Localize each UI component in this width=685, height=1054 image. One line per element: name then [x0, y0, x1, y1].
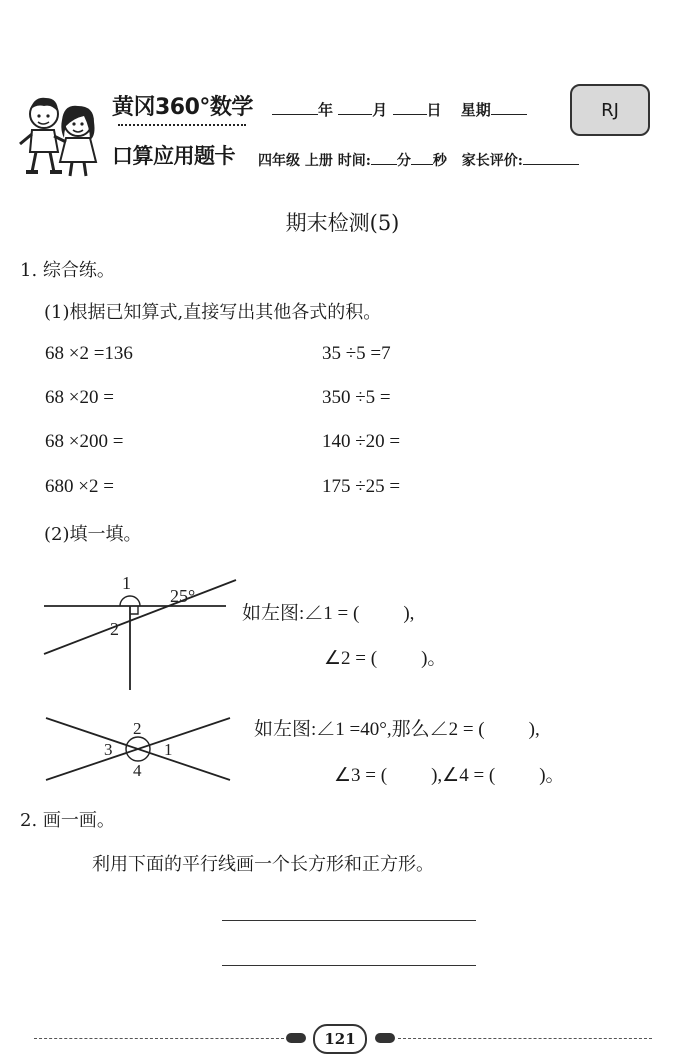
- fig2-line1-close: ),: [528, 719, 540, 740]
- grade-info: 四年级 上册 时间:: [258, 153, 371, 169]
- fig2-label-3: 3: [104, 740, 113, 759]
- weekday-blank[interactable]: [491, 100, 527, 115]
- fig1-prompt-prefix: 如左图:: [242, 603, 305, 624]
- left-equation-1: 68 ×2 =136: [45, 343, 133, 364]
- fig1-angle2-label: ∠2 = (: [324, 648, 378, 669]
- second-blank[interactable]: [411, 150, 433, 165]
- brand-subtitle: 口算应用题卡: [112, 144, 235, 168]
- fig1-slanted-line: [44, 580, 236, 654]
- fig1-right-angle-mark: [130, 606, 138, 614]
- year-blank[interactable]: [272, 100, 318, 115]
- fig2-angle3-label: ∠3 = (: [334, 765, 388, 786]
- page-number: 121: [313, 1024, 367, 1054]
- fig1-angle1-close: ),: [403, 603, 415, 624]
- footer-ornament-left: [286, 1033, 306, 1043]
- fig1-label-1: 1: [122, 573, 131, 593]
- fig1-angle-label: 25°: [170, 586, 196, 606]
- day-label: 日: [426, 101, 442, 119]
- parallel-line-top[interactable]: [222, 920, 476, 921]
- fig2-line1-text: ∠1 =40°,那么∠2 = (: [316, 719, 485, 740]
- q1-part1-heading: (1)根据已知算式,直接写出其他各式的积。: [44, 302, 382, 323]
- month-blank[interactable]: [338, 100, 372, 115]
- page-title: 期末检测(5): [285, 211, 400, 235]
- angle-figure-2: [40, 710, 240, 790]
- fig1-angle2-close: )。: [421, 648, 447, 669]
- right-equation-1: 35 ÷5 =7: [322, 343, 391, 364]
- left-equation-4: 680 ×2 =: [45, 476, 114, 497]
- left-equation-3: 68 ×200 =: [45, 431, 124, 452]
- parent-eval-label: 家长评价:: [461, 153, 523, 169]
- footer-dashed-line-right: [398, 1038, 652, 1039]
- date-row: [272, 99, 527, 120]
- parallel-line-bottom[interactable]: [222, 965, 476, 966]
- fig1-angle-arc: [120, 596, 140, 606]
- edition-badge: RJ: [570, 84, 650, 136]
- fig1-prompt-line-1: [242, 598, 414, 625]
- year-label: 年: [318, 101, 334, 119]
- fig1-prompt-line-2: [324, 643, 446, 670]
- angle-figure-1: [40, 568, 240, 694]
- second-label: 秒: [432, 153, 447, 169]
- info-row: [258, 150, 579, 170]
- footer-ornament-right: [375, 1033, 395, 1043]
- kids-mascot-illustration: [14, 92, 110, 180]
- minute-label: 分: [396, 153, 411, 169]
- fig2-label-2: 2: [133, 719, 142, 738]
- day-blank[interactable]: [393, 100, 427, 115]
- footer-dashed-line-left: [34, 1038, 284, 1039]
- left-equation-2: 68 ×20 =: [45, 387, 114, 408]
- month-label: 月: [372, 101, 388, 119]
- fig2-angle4-label: ),∠4 = (: [431, 765, 496, 786]
- brand-title: 黄冈360°数学: [112, 95, 253, 120]
- q2-instruction: 利用下面的平行线画一个长方形和正方形。: [92, 854, 434, 875]
- weekday-label: 星期: [460, 101, 491, 119]
- fig2-label-1: 1: [164, 740, 173, 759]
- fig2-prompt-prefix: 如左图:: [254, 719, 317, 740]
- fig2-prompt-line-1: [254, 714, 540, 741]
- minute-blank[interactable]: [371, 150, 397, 165]
- fig1-angle1-label: ∠1 = (: [304, 603, 360, 624]
- fig2-prompt-line-2: [334, 760, 565, 787]
- parent-eval-blank[interactable]: [523, 150, 579, 165]
- right-equation-2: 350 ÷5 =: [322, 387, 391, 408]
- fig1-label-2: 2: [110, 619, 119, 639]
- right-equation-3: 140 ÷20 =: [322, 431, 401, 452]
- fig2-line2-close: )。: [539, 765, 565, 786]
- brand-divider: [118, 124, 246, 126]
- fig2-label-4: 4: [133, 761, 142, 780]
- q2-heading: 2. 画一画。: [20, 810, 115, 831]
- q1-heading: 1. 综合练。: [20, 260, 115, 281]
- q1-part2-heading: (2)填一填。: [44, 524, 142, 545]
- right-equation-4: 175 ÷25 =: [322, 476, 401, 497]
